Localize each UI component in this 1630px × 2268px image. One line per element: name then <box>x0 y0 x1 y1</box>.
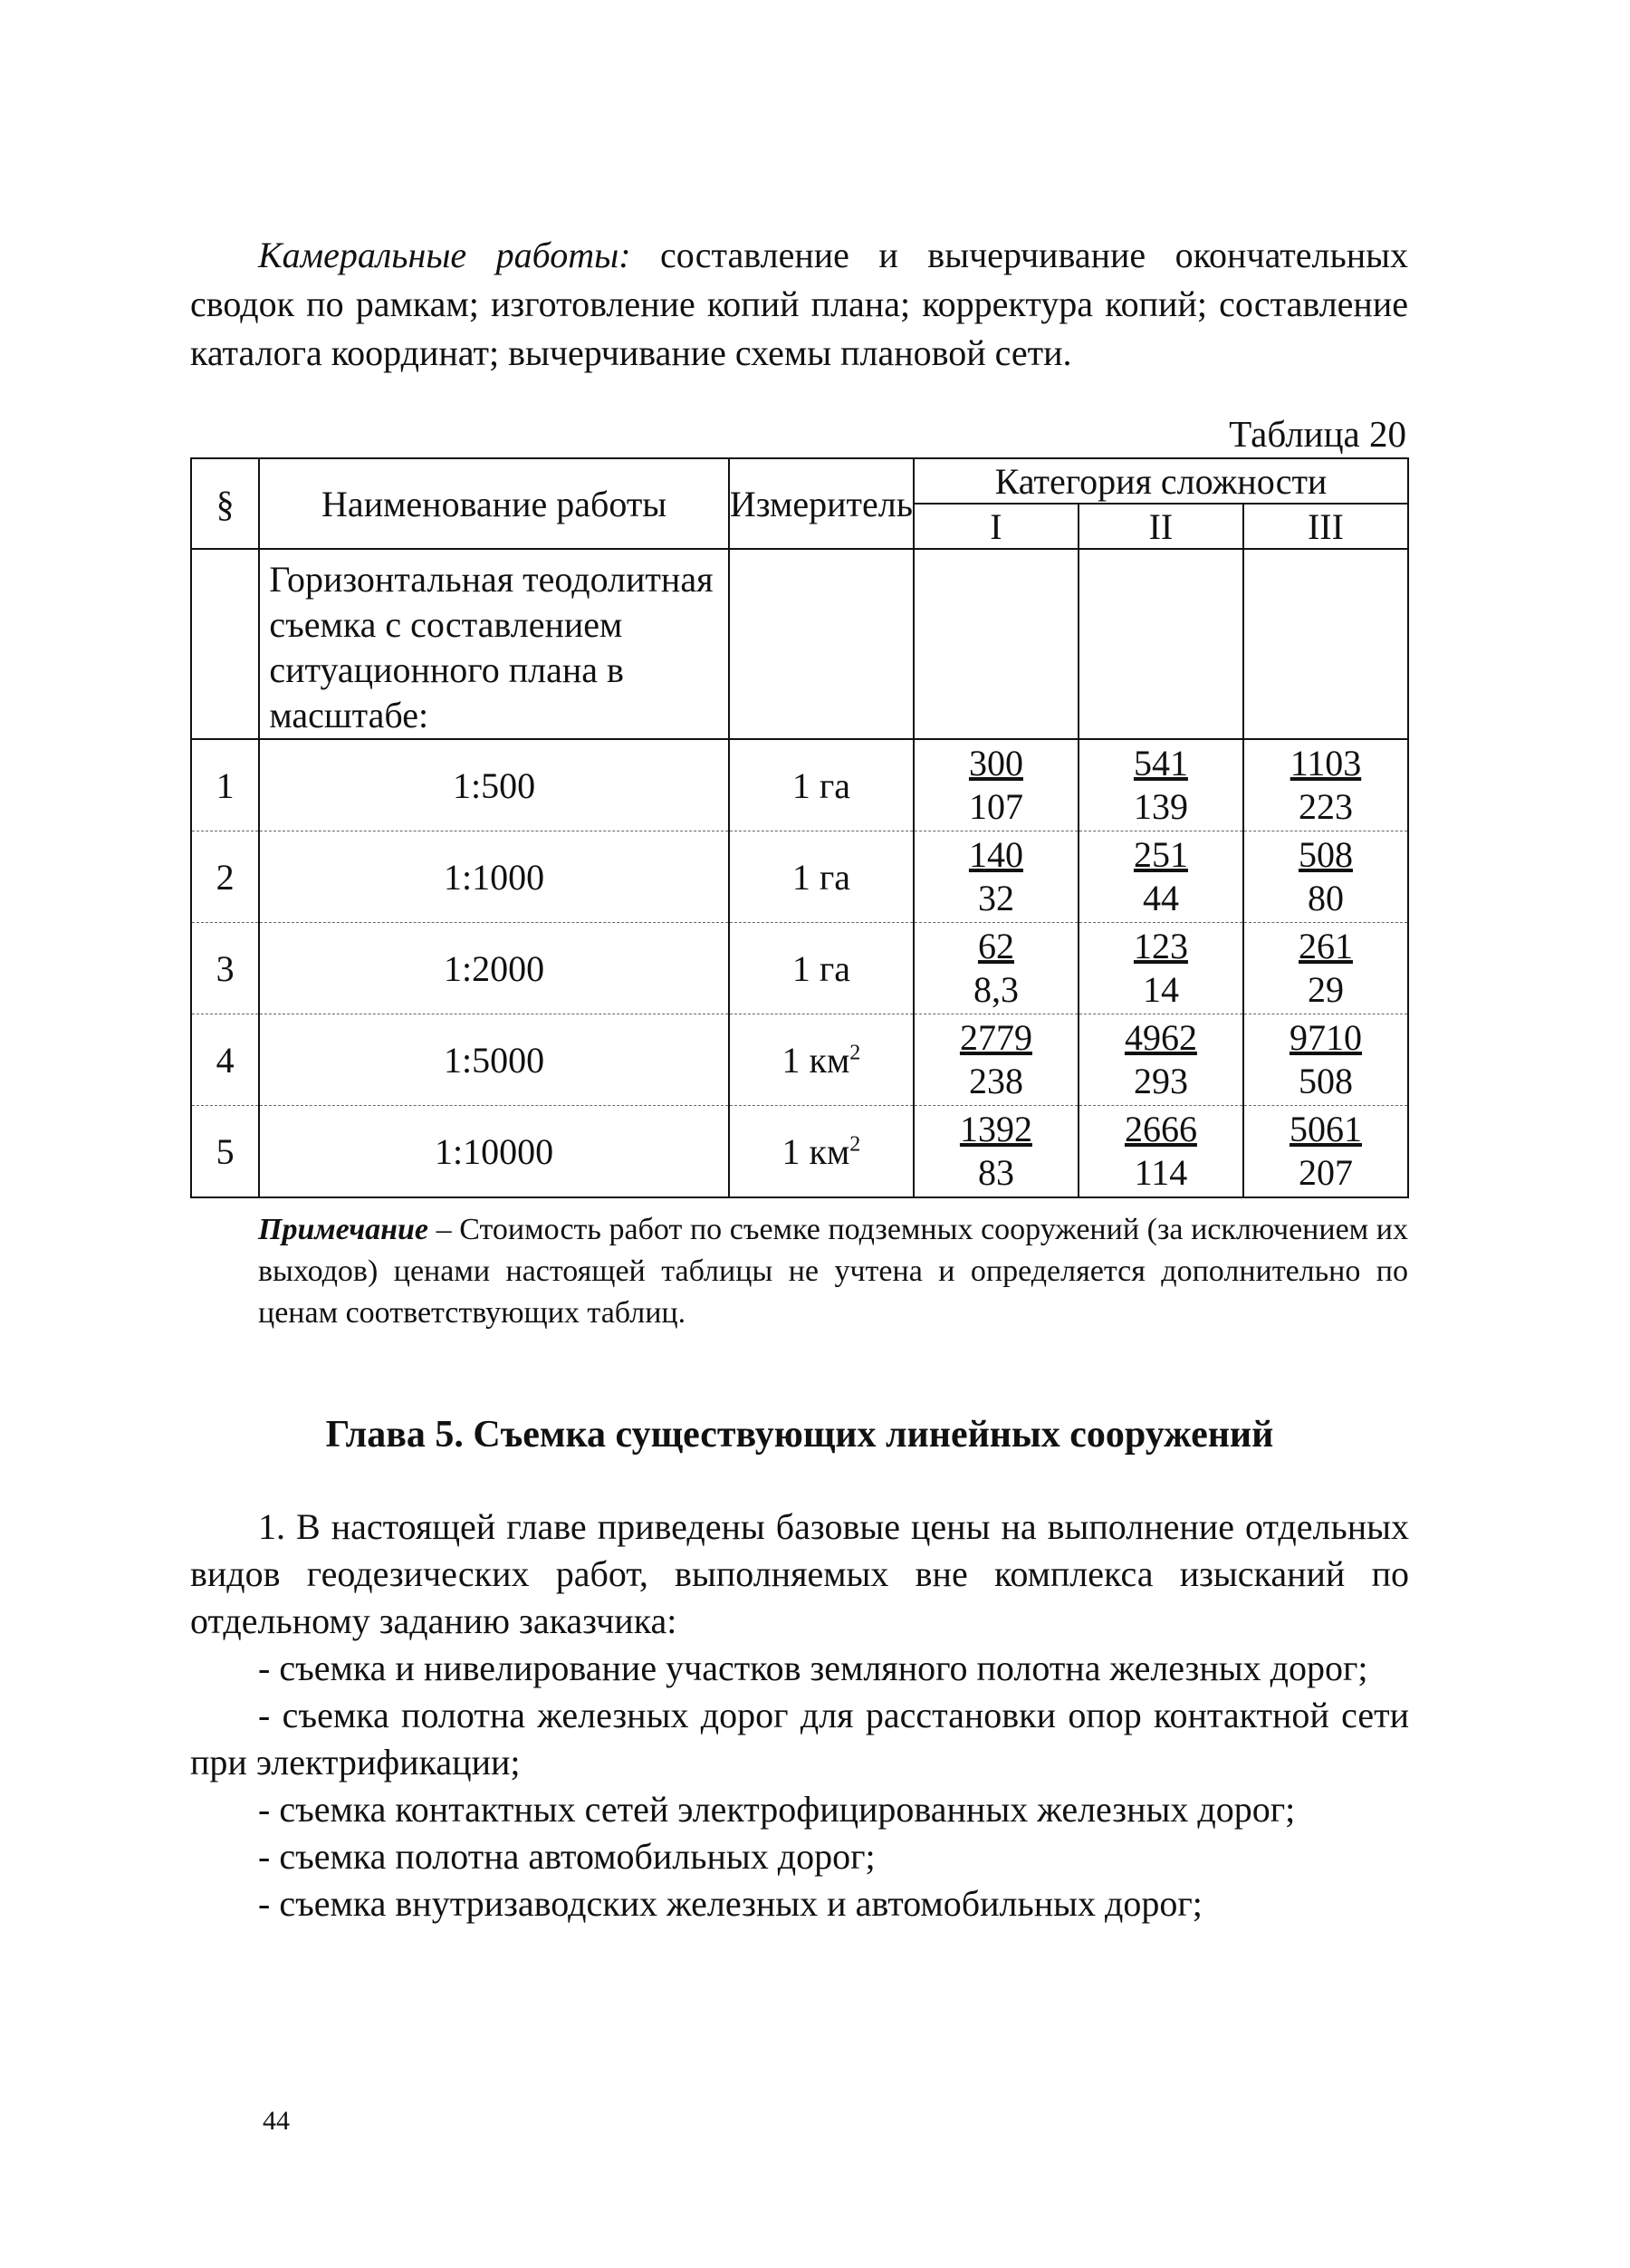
price-cell-cat-2 <box>1079 923 1243 1014</box>
row-number: 2 <box>191 831 259 923</box>
price-fraction <box>1125 1016 1197 1103</box>
price-cell-cat-2 <box>1079 1014 1243 1106</box>
unit-exponent: 2 <box>849 1041 861 1065</box>
chapter-title: Глава 5. Съемка существующих линейных сооружений <box>325 1414 1274 1456</box>
row-scale: 1:5000 <box>259 1014 729 1106</box>
price-fraction <box>969 833 1023 920</box>
header-category: Категория сложности <box>914 458 1408 504</box>
price-denominator: 44 <box>1142 878 1179 918</box>
unit-text: 1 км <box>781 1130 850 1172</box>
header-cat-2: II <box>1079 504 1243 549</box>
header-cat-3: III <box>1243 504 1408 549</box>
price-cell-cat-3 <box>1243 831 1408 923</box>
table-row <box>191 923 1408 1014</box>
table-row <box>191 739 1408 831</box>
table-intro-row <box>191 549 1408 739</box>
price-fraction <box>1299 925 1353 1012</box>
unit-text: 1 га <box>791 947 850 989</box>
header-section: § <box>191 458 259 549</box>
table-row <box>191 1014 1408 1106</box>
row-unit <box>729 923 914 1014</box>
page-number: 44 <box>263 2106 290 2136</box>
price-denominator: 14 <box>1142 969 1179 1010</box>
unit-text: 1 км <box>781 1039 850 1081</box>
table-caption: Таблица 20 <box>1229 413 1406 455</box>
body-paragraph: - съемка полотна железных дорог для расстановки опор контактной сети при электрификации; <box>190 1695 1409 1783</box>
price-fraction <box>960 1108 1032 1195</box>
price-denominator: 83 <box>977 1152 1014 1193</box>
price-fraction <box>1290 1108 1362 1195</box>
price-cell-cat-1 <box>914 1106 1079 1198</box>
price-fraction <box>1134 742 1188 829</box>
body-paragraph: - съемка полотна автомобильных дорог; <box>258 1836 876 1877</box>
intro-paragraph <box>190 231 1408 378</box>
price-numerator: 300 <box>968 743 1023 783</box>
table-header-row <box>191 458 1408 504</box>
price-denominator: 29 <box>1307 969 1344 1010</box>
price-cell-cat-2 <box>1079 739 1243 831</box>
price-fraction <box>1134 925 1188 1012</box>
row-number: 3 <box>191 923 259 1014</box>
row-scale: 1:2000 <box>259 923 729 1014</box>
work-description: Горизонтальная теодолитная съемка с составлением ситуационного плана в масштабе: <box>259 549 729 739</box>
price-numerator: 508 <box>1298 834 1353 875</box>
price-denominator: 207 <box>1298 1152 1353 1193</box>
unit-text: 1 га <box>791 764 850 806</box>
price-cell-cat-2 <box>1079 831 1243 923</box>
row-number: 1 <box>191 739 259 831</box>
price-cell-cat-3 <box>1243 1106 1408 1198</box>
row-unit <box>729 1014 914 1106</box>
price-numerator: 5061 <box>1289 1109 1362 1149</box>
table-note <box>258 1209 1408 1334</box>
price-fraction <box>1125 1108 1197 1195</box>
header-name: Наименование работы <box>259 458 729 549</box>
price-numerator: 1392 <box>959 1109 1032 1149</box>
body-paragraph: - съемка и нивелирование участков земляного полотна железных дорог; <box>258 1648 1368 1688</box>
price-numerator: 2779 <box>959 1017 1032 1058</box>
body-paragraph: 1. В настоящей главе приведены базовые цены на выполнение отдельных видов геодезических работ, выполняемых вне комплекса изысканий по отдельному заданию заказчика: <box>190 1506 1409 1641</box>
note-text: – Стоимость работ по съемке подземных сооружений (за исключением их выходов) ценами настоящей таблицы не учтена и определяется дополнительно по ценам соответствующих таблиц. <box>258 1213 1408 1330</box>
price-numerator: 62 <box>977 926 1014 966</box>
header-unit: Измеритель <box>729 458 914 549</box>
price-numerator: 4962 <box>1124 1017 1197 1058</box>
price-numerator: 1103 <box>1290 743 1362 783</box>
price-numerator: 2666 <box>1124 1109 1197 1149</box>
price-cell-cat-3 <box>1243 923 1408 1014</box>
price-cell-cat-1 <box>914 1014 1079 1106</box>
price-cell-cat-1 <box>914 739 1079 831</box>
intro-lead: Камеральные работы: <box>258 235 631 275</box>
body-paragraph: - съемка внутризаводских железных и автомобильных дорог; <box>258 1883 1203 1924</box>
price-fraction <box>960 1016 1032 1103</box>
table-row <box>191 1106 1408 1198</box>
table-row <box>191 831 1408 923</box>
price-denominator: 293 <box>1133 1061 1188 1101</box>
note-label: Примечание <box>258 1213 429 1246</box>
row-scale: 1:10000 <box>259 1106 729 1198</box>
price-denominator: 32 <box>977 878 1014 918</box>
unit-text: 1 га <box>791 856 850 898</box>
empty-cell <box>729 549 914 739</box>
price-numerator: 123 <box>1133 926 1188 966</box>
unit-exponent: 2 <box>849 1132 861 1157</box>
price-cell-cat-3 <box>1243 1014 1408 1106</box>
price-cell-cat-1 <box>914 831 1079 923</box>
price-denominator: 139 <box>1133 786 1188 827</box>
price-denominator: 107 <box>968 786 1023 827</box>
row-scale: 1:1000 <box>259 831 729 923</box>
price-fraction <box>1290 1016 1362 1103</box>
intro-text: составление и вычерчивание окончательных сводок по рамкам; изготовление копий плана; корректура копий; составление каталога координат; вычерчивание схемы плановой сети. <box>190 235 1409 373</box>
body-paragraph: - съемка контактных сетей электрофицированных железных дорог; <box>258 1789 1296 1830</box>
price-denominator: 80 <box>1307 878 1344 918</box>
price-denominator: 508 <box>1298 1061 1353 1101</box>
row-unit <box>729 831 914 923</box>
price-fraction <box>973 925 1019 1012</box>
price-numerator: 541 <box>1133 743 1188 783</box>
chapter-body <box>190 1504 1409 1927</box>
price-fraction <box>1290 742 1362 829</box>
price-numerator: 251 <box>1133 834 1188 875</box>
price-fraction <box>969 742 1023 829</box>
price-denominator: 238 <box>968 1061 1023 1101</box>
row-scale: 1:500 <box>259 739 729 831</box>
empty-cell <box>1243 549 1408 739</box>
empty-cell <box>1079 549 1243 739</box>
price-fraction <box>1299 833 1353 920</box>
price-cell-cat-2 <box>1079 1106 1243 1198</box>
row-number: 5 <box>191 1106 259 1198</box>
price-numerator: 261 <box>1298 926 1353 966</box>
row-unit <box>729 1106 914 1198</box>
empty-cell <box>914 549 1079 739</box>
price-cell-cat-1 <box>914 923 1079 1014</box>
header-cat-1: I <box>914 504 1079 549</box>
price-denominator: 223 <box>1298 786 1353 827</box>
row-unit <box>729 739 914 831</box>
price-denominator: 114 <box>1134 1152 1188 1193</box>
price-denominator: 8,3 <box>973 969 1019 1010</box>
empty-cell <box>191 549 259 739</box>
price-numerator: 9710 <box>1289 1017 1362 1058</box>
price-numerator: 140 <box>968 834 1023 875</box>
row-number: 4 <box>191 1014 259 1106</box>
price-cell-cat-3 <box>1243 739 1408 831</box>
price-fraction <box>1134 833 1188 920</box>
price-table <box>190 457 1409 1198</box>
